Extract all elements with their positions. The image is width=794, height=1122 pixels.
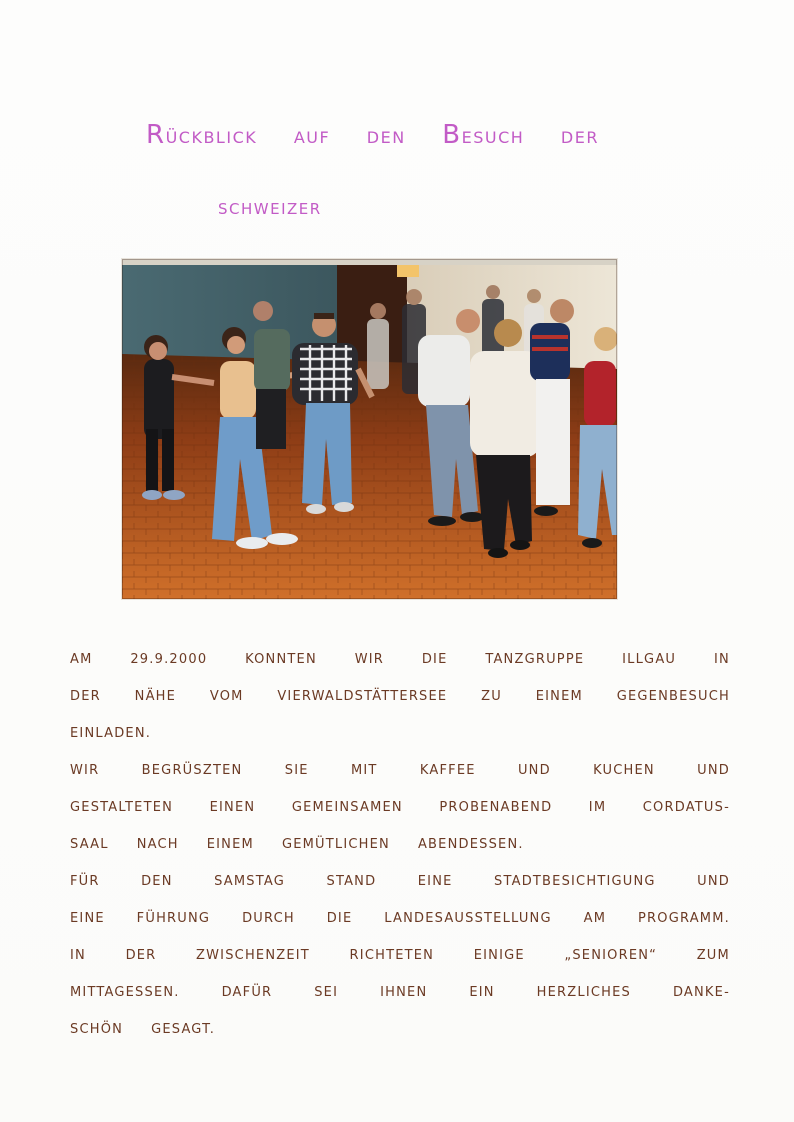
body-word: AM [70,652,93,667]
body-word: PROBENABEND [439,800,553,815]
body-word: DIE [326,911,353,926]
body-word: ZWISCHENZEIT [196,948,310,963]
body-word: GEMÜTLICHEN [281,837,390,852]
body-word: DIE [421,652,448,667]
body-word: VIERWALDSTÄTTERSEE [277,689,448,704]
body-word: MITTAGESSEN. [70,985,180,1000]
body-word: VOM [209,689,244,704]
body-word: MIT [350,763,378,778]
title-line-2: SCHWEIZER [218,200,322,218]
body-word: UND [517,763,551,778]
body-word: GESTALTETEN [70,800,174,815]
body-word: SAMSTAG [214,874,286,889]
body-line [70,1015,730,1052]
body-word: SAAL [70,837,109,852]
body-word: HERZLICHES [536,985,631,1000]
body-word: EINE [417,874,453,889]
body-text [70,645,730,1052]
body-line [70,756,730,793]
body-line [70,830,730,867]
body-word: LANDESAUSSTELLUNG [384,911,552,926]
body-lines [70,645,730,1052]
body-word: UND [697,763,730,778]
body-word: EINE [70,911,105,926]
body-word: GEGENBESUCH [616,689,730,704]
dance-photo [122,259,617,599]
body-word: EINEM [535,689,583,704]
body-word: GEMEINSAMEN [291,800,403,815]
body-word: DER [70,689,101,704]
body-word: DURCH [242,911,295,926]
body-word: EINEN [209,800,256,815]
body-word: CORDATUS- [642,800,730,815]
body-word: ILLGAU [622,652,677,667]
body-word: STAND [326,874,377,889]
title-word: RÜCKBLICK [146,120,258,150]
title-word: DEN [366,128,406,147]
body-word: KAFFEE [419,763,476,778]
body-word: EINLADEN. [70,726,152,741]
body-word: 29.9.2000 [130,652,208,667]
body-word: SEI [314,985,339,1000]
body-line [70,867,730,904]
body-word: GESAGT. [151,1022,216,1037]
body-word: ABENDESSEN. [417,837,524,852]
body-word: STADTBESICHTIGUNG [494,874,656,889]
body-word: NACH [136,837,179,852]
body-line [70,941,730,978]
title-line-1 [146,120,629,150]
body-word: DER [125,948,157,963]
body-word: EINIGE [473,948,525,963]
body-word: AM [583,911,607,926]
body-word: EINEM [206,837,254,852]
body-word: IM [588,800,607,815]
body-line [70,645,730,682]
body-word: IHNEN [380,985,428,1000]
body-word: PROGRAMM. [638,911,730,926]
body-word: TANZGRUPPE [485,652,585,667]
title-word: DER [560,128,599,147]
dance-photo-image [122,259,617,599]
body-word: RICHTETEN [349,948,435,963]
body-word: DANKE- [672,985,730,1000]
body-word: FÜR [70,874,100,889]
body-word: KONNTEN [245,652,317,667]
body-line [70,719,730,756]
body-word: ZUM [696,948,730,963]
body-word: FÜHRUNG [136,911,211,926]
title-word: AUF [293,128,331,147]
body-line [70,793,730,830]
body-word: DEN [141,874,173,889]
body-word: SCHÖN [70,1022,124,1037]
body-word: ZU [481,689,502,704]
body-line [70,978,730,1015]
body-word: WIR [70,763,100,778]
title-word: BESUCH [442,120,525,150]
body-word: IN [713,652,730,667]
body-word: WIR [354,652,385,667]
body-word: UND [697,874,730,889]
body-line [70,682,730,719]
body-word: SIE [284,763,309,778]
body-line [70,904,730,941]
body-word: DAFÜR [221,985,273,1000]
body-word: „SENIOREN“ [564,948,658,963]
body-word: KUCHEN [593,763,655,778]
body-word: IN [70,948,86,963]
body-word: NÄHE [134,689,177,704]
body-word: EIN [469,985,495,1000]
body-word: BEGRÜSZTEN [141,763,243,778]
